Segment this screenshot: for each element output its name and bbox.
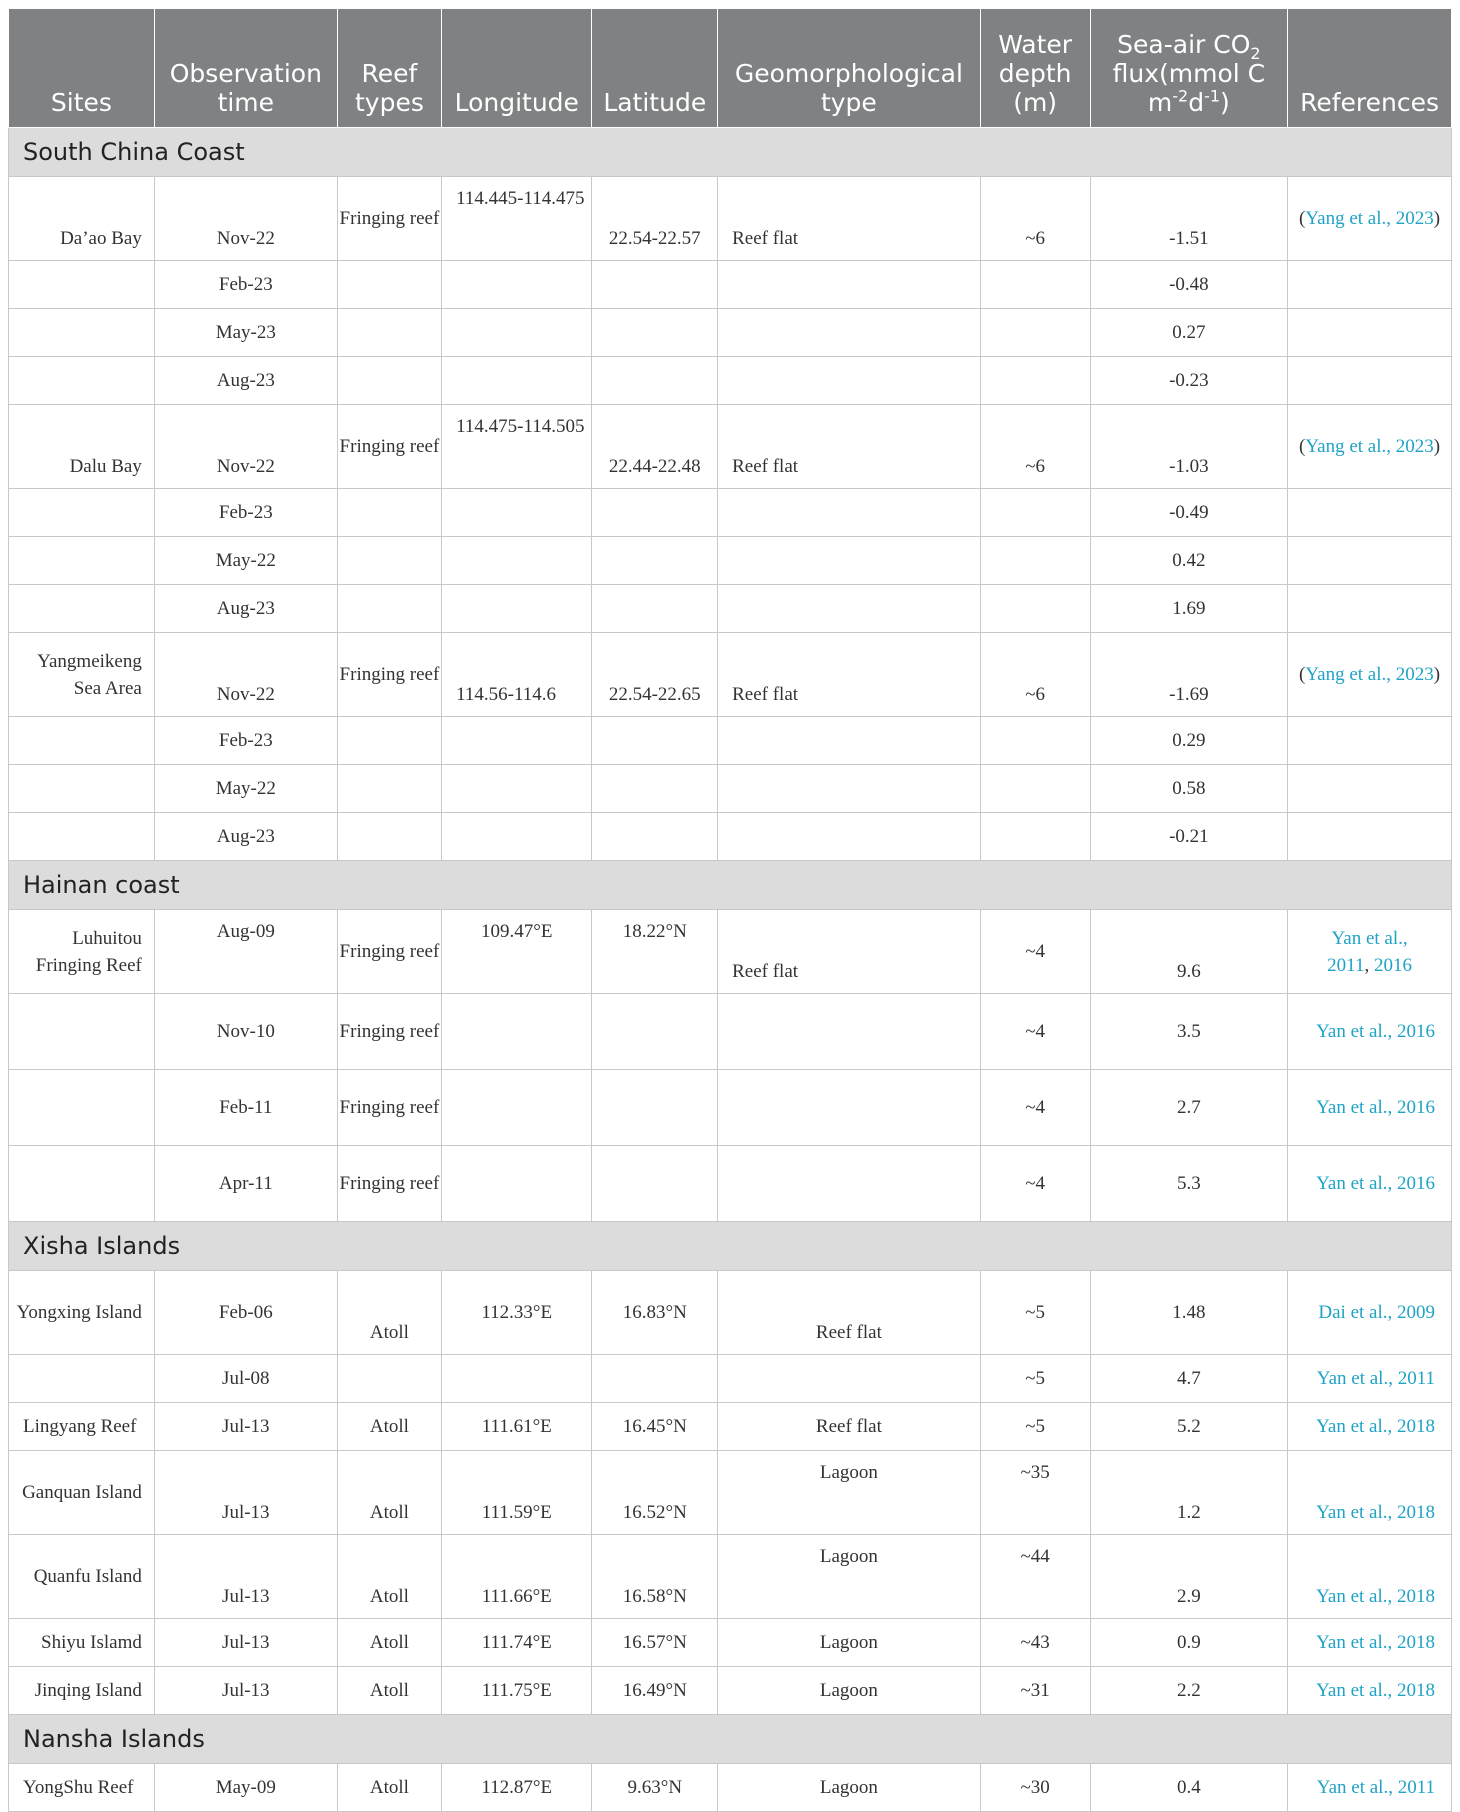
table-row [9,1535,1452,1619]
reference-link[interactable]: Yan et al., 2018 [1316,1680,1435,1701]
reference-cell [1288,1535,1452,1619]
header-row [9,9,1452,128]
geo-cell: Lagoon [718,1667,981,1715]
time-cell: Apr-11 [154,1146,337,1222]
reference-link[interactable]: Yan et al., 2011 [1316,1777,1435,1798]
geo-cell: Reef flat [718,405,981,489]
table-row [9,1451,1452,1535]
table-row [9,537,1452,585]
depth-cell: ~31 [980,1667,1090,1715]
flux-cell: -0.49 [1090,489,1287,537]
geo-cell: Lagoon [718,1535,981,1619]
reference-cell: Yan et al., 2011, 2016 [1288,910,1452,994]
site-cell: Yongxing Island [9,1271,155,1355]
header-latitude: Latitude [592,9,718,128]
latitude-cell: 22.54-22.57 [592,177,718,261]
time-cell: Aug-23 [154,357,337,405]
depth-cell: ~44 [980,1535,1090,1619]
longitude-cell: 114.445-114.475 [442,177,592,261]
geo-cell: Reef flat [718,910,981,994]
flux-cell: 5.3 [1090,1146,1287,1222]
table-row [9,1403,1452,1451]
latitude-cell: 9.63°N [592,1764,718,1812]
site-cell: Lingyang Reef [9,1403,155,1451]
time-cell: Jul-08 [154,1355,337,1403]
reference-link[interactable]: Yan et al., 2018 [1316,1502,1435,1523]
table-row [9,309,1452,357]
geo-cell: Reef flat [718,1271,981,1355]
reference-link[interactable]: Yang et al., 2023 [1305,208,1434,229]
geo-cell: Lagoon [718,1451,981,1535]
time-cell: Jul-13 [154,1535,337,1619]
flux-cell: 0.29 [1090,717,1287,765]
table-row [9,813,1452,861]
latitude-cell: 16.57°N [592,1619,718,1667]
longitude-cell: 111.74°E [442,1619,592,1667]
reference-link[interactable]: Yan et al., 2018 [1316,1586,1435,1607]
longitude-cell: 111.61°E [442,1403,592,1451]
longitude-cell: 112.33°E [442,1271,592,1355]
depth-cell: ~4 [980,994,1090,1070]
latitude-cell: 16.83°N [592,1271,718,1355]
reference-link[interactable]: Yan et al., 2011 [1316,1368,1435,1389]
time-cell: Jul-13 [154,1451,337,1535]
time-cell: Aug-23 [154,813,337,861]
reference-link[interactable]: Yan et al., 2016 [1316,1021,1435,1042]
reef-cell: Atoll [337,1403,441,1451]
reef-cell: Atoll [337,1764,441,1812]
reef-cell: Fringing reef [337,994,441,1070]
time-cell: May-09 [154,1764,337,1812]
reference-link[interactable]: 2016 [1373,954,1412,976]
reference-cell: (Yang et al., 2023) [1288,633,1452,717]
flux-cell: 2.9 [1090,1535,1287,1619]
geo-cell: Lagoon [718,1764,981,1812]
reef-cell: Fringing reef [337,1070,441,1146]
time-cell: May-22 [154,537,337,585]
reef-cell: Atoll [337,1619,441,1667]
time-cell: Nov-22 [154,633,337,717]
depth-cell: ~5 [980,1355,1090,1403]
section-title: South China Coast [9,128,1452,177]
reference-cell [1288,1403,1452,1451]
flux-cell: 0.42 [1090,537,1287,585]
flux-cell: 2.2 [1090,1667,1287,1715]
time-cell: Feb-06 [154,1271,337,1355]
longitude-cell: 109.47°E [442,910,592,994]
site-cell: Yangmeikeng Sea Area [9,633,155,717]
latitude-cell: 18.22°N [592,910,718,994]
reef-cell: Fringing reef [337,1146,441,1222]
table-row [9,1271,1452,1355]
longitude-cell: 111.75°E [442,1667,592,1715]
time-cell: May-22 [154,765,337,813]
reef-cell: Fringing reef [337,405,441,489]
reference-cell [1288,1764,1452,1812]
header-references: References [1288,9,1452,128]
depth-cell: ~4 [980,1146,1090,1222]
flux-cell: -0.48 [1090,261,1287,309]
table-row [9,1667,1452,1715]
reference-cell [1288,1146,1452,1222]
table-row [9,994,1452,1070]
site-cell: Dalu Bay [9,405,155,489]
time-cell: Aug-09 [154,910,337,994]
reference-link[interactable]: Dai et al., 2009 [1318,1302,1435,1323]
table-row [9,1070,1452,1146]
section-title: Xisha Islands [9,1222,1452,1271]
longitude-cell: 111.59°E [442,1451,592,1535]
flux-cell: 2.7 [1090,1070,1287,1146]
depth-cell: ~43 [980,1619,1090,1667]
geo-cell: Reef flat [718,633,981,717]
header-water-depth: Water depth (m) [980,9,1090,128]
co2-flux-table [8,8,1452,1812]
flux-cell: 0.58 [1090,765,1287,813]
longitude-cell: 112.87°E [442,1764,592,1812]
longitude-cell: 114.56-114.6 [442,633,592,717]
reference-link[interactable]: Yan et al., [1331,927,1408,949]
data-table-container [8,8,1452,1812]
time-cell: Jul-13 [154,1403,337,1451]
reference-cell: (Yang et al., 2023) [1288,405,1452,489]
reference-cell [1288,1355,1452,1403]
time-cell: Jul-13 [154,1667,337,1715]
flux-cell: 3.5 [1090,994,1287,1070]
flux-cell: 4.7 [1090,1355,1287,1403]
depth-cell: ~6 [980,177,1090,261]
flux-cell: -0.23 [1090,357,1287,405]
header-sites: Sites [9,9,155,128]
flux-cell: -1.51 [1090,177,1287,261]
table-row [9,177,1452,261]
table-row [9,489,1452,537]
section-row [9,128,1452,177]
table-row [9,910,1452,994]
section-row [9,1222,1452,1271]
reference-cell [1288,1667,1452,1715]
table-row [9,585,1452,633]
section-row [9,861,1452,910]
reef-cell: Atoll [337,1667,441,1715]
reef-cell: Atoll [337,1271,441,1355]
table-row [9,261,1452,309]
latitude-cell: 16.45°N [592,1403,718,1451]
reference-cell: (Yang et al., 2023) [1288,177,1452,261]
depth-cell: ~5 [980,1271,1090,1355]
longitude-cell: 111.66°E [442,1535,592,1619]
latitude-cell: 16.49°N [592,1667,718,1715]
latitude-cell: 22.44-22.48 [592,405,718,489]
reef-cell: Fringing reef [337,633,441,717]
table-row [9,633,1452,717]
time-cell: May-23 [154,309,337,357]
site-cell: Quanfu Island [9,1535,155,1619]
reference-cell [1288,1070,1452,1146]
site-cell: Ganquan Island [9,1451,155,1535]
site-cell: Jinqing Island [9,1667,155,1715]
depth-cell: ~30 [980,1764,1090,1812]
flux-cell: -1.69 [1090,633,1287,717]
section-row [9,1715,1452,1764]
reef-cell: Atoll [337,1535,441,1619]
flux-cell: 1.48 [1090,1271,1287,1355]
site-cell: Shiyu Islamd [9,1619,155,1667]
site-cell: Luhuitou Fringing Reef [9,910,155,994]
flux-cell: 0.4 [1090,1764,1287,1812]
flux-cell: -0.21 [1090,813,1287,861]
reference-link[interactable]: 2011 [1327,954,1365,976]
table-row [9,765,1452,813]
flux-cell: 1.69 [1090,585,1287,633]
time-cell: Jul-13 [154,1619,337,1667]
header-reef-types: Reef types [337,9,441,128]
depth-cell: ~6 [980,405,1090,489]
time-cell: Nov-22 [154,177,337,261]
section-title: Nansha Islands [9,1715,1452,1764]
table-row [9,357,1452,405]
time-cell: Nov-22 [154,405,337,489]
header-observation-time: Observation time [154,9,337,128]
reference-link[interactable]: Yan et al., 2016 [1316,1097,1435,1118]
reef-cell: Atoll [337,1451,441,1535]
time-cell: Aug-23 [154,585,337,633]
flux-cell: 9.6 [1090,910,1287,994]
table-row [9,1619,1452,1667]
flux-cell: 5.2 [1090,1403,1287,1451]
reef-cell: Fringing reef [337,910,441,994]
table-row [9,1355,1452,1403]
reference-link[interactable]: Yang et al., 2023 [1305,664,1434,685]
latitude-cell: 22.54-22.65 [592,633,718,717]
reference-cell [1288,1271,1452,1355]
site-cell: Da’ao Bay [9,177,155,261]
reference-cell [1288,1619,1452,1667]
geo-cell: Reef flat [718,1403,981,1451]
reference-link[interactable]: Yan et al., 2018 [1316,1416,1435,1437]
time-cell: Nov-10 [154,994,337,1070]
time-cell: Feb-11 [154,1070,337,1146]
flux-cell: 0.27 [1090,309,1287,357]
header-geomorphological-type: Geomorphological type [718,9,981,128]
site-cell: YongShu Reef [9,1764,155,1812]
depth-cell: ~4 [980,1070,1090,1146]
reference-link[interactable]: Yang et al., 2023 [1305,436,1434,457]
header-longitude: Longitude [442,9,592,128]
table-row [9,405,1452,489]
time-cell: Feb-23 [154,717,337,765]
table-row [9,1764,1452,1812]
geo-cell: Reef flat [718,177,981,261]
reference-link[interactable]: Yan et al., 2018 [1316,1632,1435,1653]
depth-cell: ~5 [980,1403,1090,1451]
header-co2-flux: Sea-air $CO_2$ flux(mmol C $m^{-2}d^{-1}$) [1090,9,1287,128]
geo-cell: Lagoon [718,1619,981,1667]
flux-cell: 1.2 [1090,1451,1287,1535]
table-row [9,1146,1452,1222]
reef-cell: Fringing reef [337,177,441,261]
reference-link[interactable]: Yan et al., 2016 [1316,1173,1435,1194]
table-row [9,717,1452,765]
latitude-cell: 16.58°N [592,1535,718,1619]
flux-cell: -1.03 [1090,405,1287,489]
latitude-cell: 16.52°N [592,1451,718,1535]
reference-cell [1288,994,1452,1070]
section-title: Hainan coast [9,861,1452,910]
flux-cell: 0.9 [1090,1619,1287,1667]
depth-cell: ~35 [980,1451,1090,1535]
time-cell: Feb-23 [154,489,337,537]
reference-cell [1288,1451,1452,1535]
time-cell: Feb-23 [154,261,337,309]
depth-cell: ~4 [980,910,1090,994]
longitude-cell: 114.475-114.505 [442,405,592,489]
depth-cell: ~6 [980,633,1090,717]
